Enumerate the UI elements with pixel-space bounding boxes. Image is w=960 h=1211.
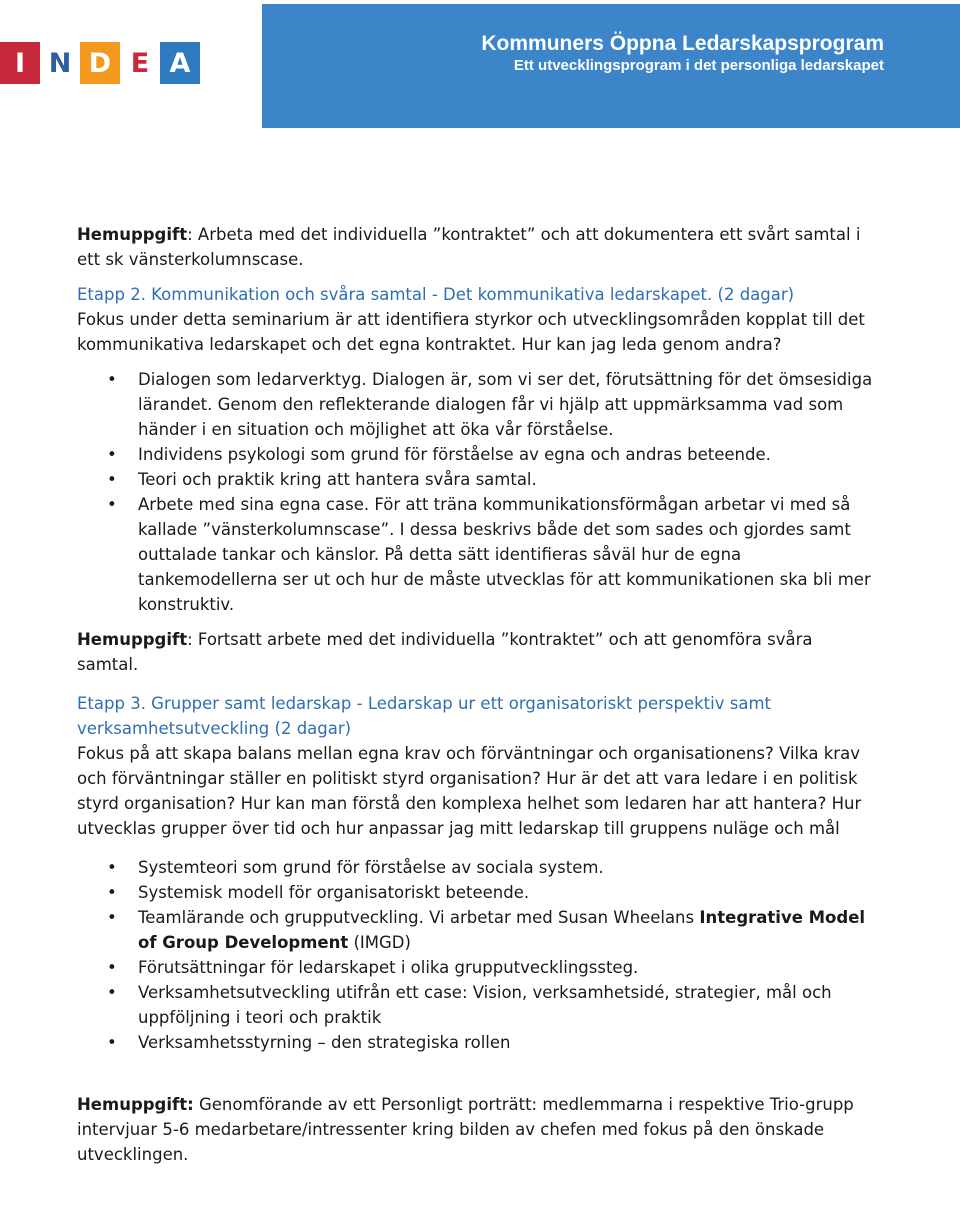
- list-item: • Systemteori som grund för förståelse av sociala system.: [77, 855, 877, 880]
- imgd-model-name: Integrative Model of Group Development: [138, 908, 866, 952]
- list-item: • Verksamhetsutveckling utifrån ett case: Vision, verksamhetsidé, strategier, mål och uppföljning i teori och praktik: [77, 980, 877, 1030]
- list-item-text: (IMGD): [348, 933, 411, 952]
- etapp3-bullet-list: [77, 855, 877, 1055]
- list-item: • Arbete med sina egna case. För att träna kommunikationsförmågan arbetar vi med så kallade ”vänsterkolumnscase”. I dessa beskrivs både det som sades och gjordes samt outtalade tankar och känslor. På detta sätt identifieras såväl hur de egna tankemodellerna ser ut och hur de måste utvecklas för att kommunikationen ska bli mer konstruktiv.: [77, 492, 877, 617]
- homework-1: [77, 222, 877, 272]
- etapp3-heading: Etapp 3. Grupper samt ledarskap - Ledarskap ur ett organisatoriskt perspektiv samt verksamhetsutveckling (2 dagar): [77, 694, 771, 738]
- homework-label: Hemuppgift: [77, 225, 188, 244]
- list-item: • Individens psykologi som grund för förståelse av egna och andras beteende.: [77, 442, 877, 467]
- list-item: • Systemisk modell för organisatoriskt beteende.: [77, 880, 877, 905]
- etapp2-bullet-list: [77, 367, 877, 617]
- list-item: • Teori och praktik kring att hantera svåra samtal.: [77, 467, 877, 492]
- etapp2-heading: Etapp 2. Kommunikation och svåra samtal - Det kommunikativa ledarskapet. (2 dagar): [77, 285, 795, 304]
- logo-letter-a: A: [160, 42, 200, 84]
- logo-letter-i: I: [0, 42, 40, 84]
- etapp3-intro: Fokus på att skapa balans mellan egna krav och förväntningar och organisationens? Vilka krav och förväntningar ställer en politiskt styrd organisation? Hur är det att vara ledare i en politisk styrd organisation? Hur kan man förstå den komplexa helhet som ledaren har att hantera? Hur utvecklas grupper över tid och hur anpassar jag mitt ledarskap till gruppens nuläge och mål: [77, 744, 862, 838]
- list-item-text: Teamlärande och grupputveckling. Vi arbetar med Susan Wheelans: [138, 908, 700, 927]
- header-title: Kommuners Öppna Ledarskapsprogram: [481, 32, 884, 55]
- homework-text: : Arbeta med det individuella ”kontraktet” och att dokumentera ett svårt samtal i ett sk vänsterkolumnscase.: [77, 225, 861, 269]
- homework-text: : Fortsatt arbete med det individuella ”kontraktet” och att genomföra svåra samtal.: [77, 630, 813, 674]
- header-banner: [262, 4, 960, 128]
- indea-logo: [0, 42, 200, 84]
- logo-letter-e: E: [120, 42, 160, 84]
- list-item: • Verksamhetsstyrning – den strategiska rollen: [77, 1030, 877, 1055]
- etapp2-intro: Fokus under detta seminarium är att identifiera styrkor och utvecklingsområden kopplat till det kommunikativa ledarskapet och det egna kontraktet. Hur kan jag leda genom andra?: [77, 310, 865, 354]
- list-item: [77, 905, 877, 955]
- homework-2: [77, 627, 877, 677]
- logo-letter-n: N: [40, 42, 80, 84]
- document-body: [77, 222, 877, 1167]
- header-subtitle: Ett utvecklingsprogram i det personliga ledarskapet: [513, 57, 884, 74]
- homework-label: Hemuppgift: [77, 630, 188, 649]
- logo-letter-d: D: [80, 42, 120, 84]
- homework-text: Genomförande av ett Personligt porträtt: medlemmarna i respektive Trio-grupp intervjuar 5-6 medarbetare/intressenter kring bilden av chefen med fokus på den önskade utvecklingen.: [77, 1095, 854, 1164]
- list-item: • Förutsättningar för ledarskapet i olika grupputvecklingssteg.: [77, 955, 877, 980]
- list-item: • Dialogen som ledarverktyg. Dialogen är, som vi ser det, förutsättning för det ömsesidiga lärandet. Genom den reflekterande dialogen får vi hjälp att uppmärksamma vad som händer i en situation och möjlighet att öka vår förståelse.: [77, 367, 877, 442]
- homework-3: [77, 1092, 877, 1167]
- homework-label: Hemuppgift:: [77, 1095, 194, 1114]
